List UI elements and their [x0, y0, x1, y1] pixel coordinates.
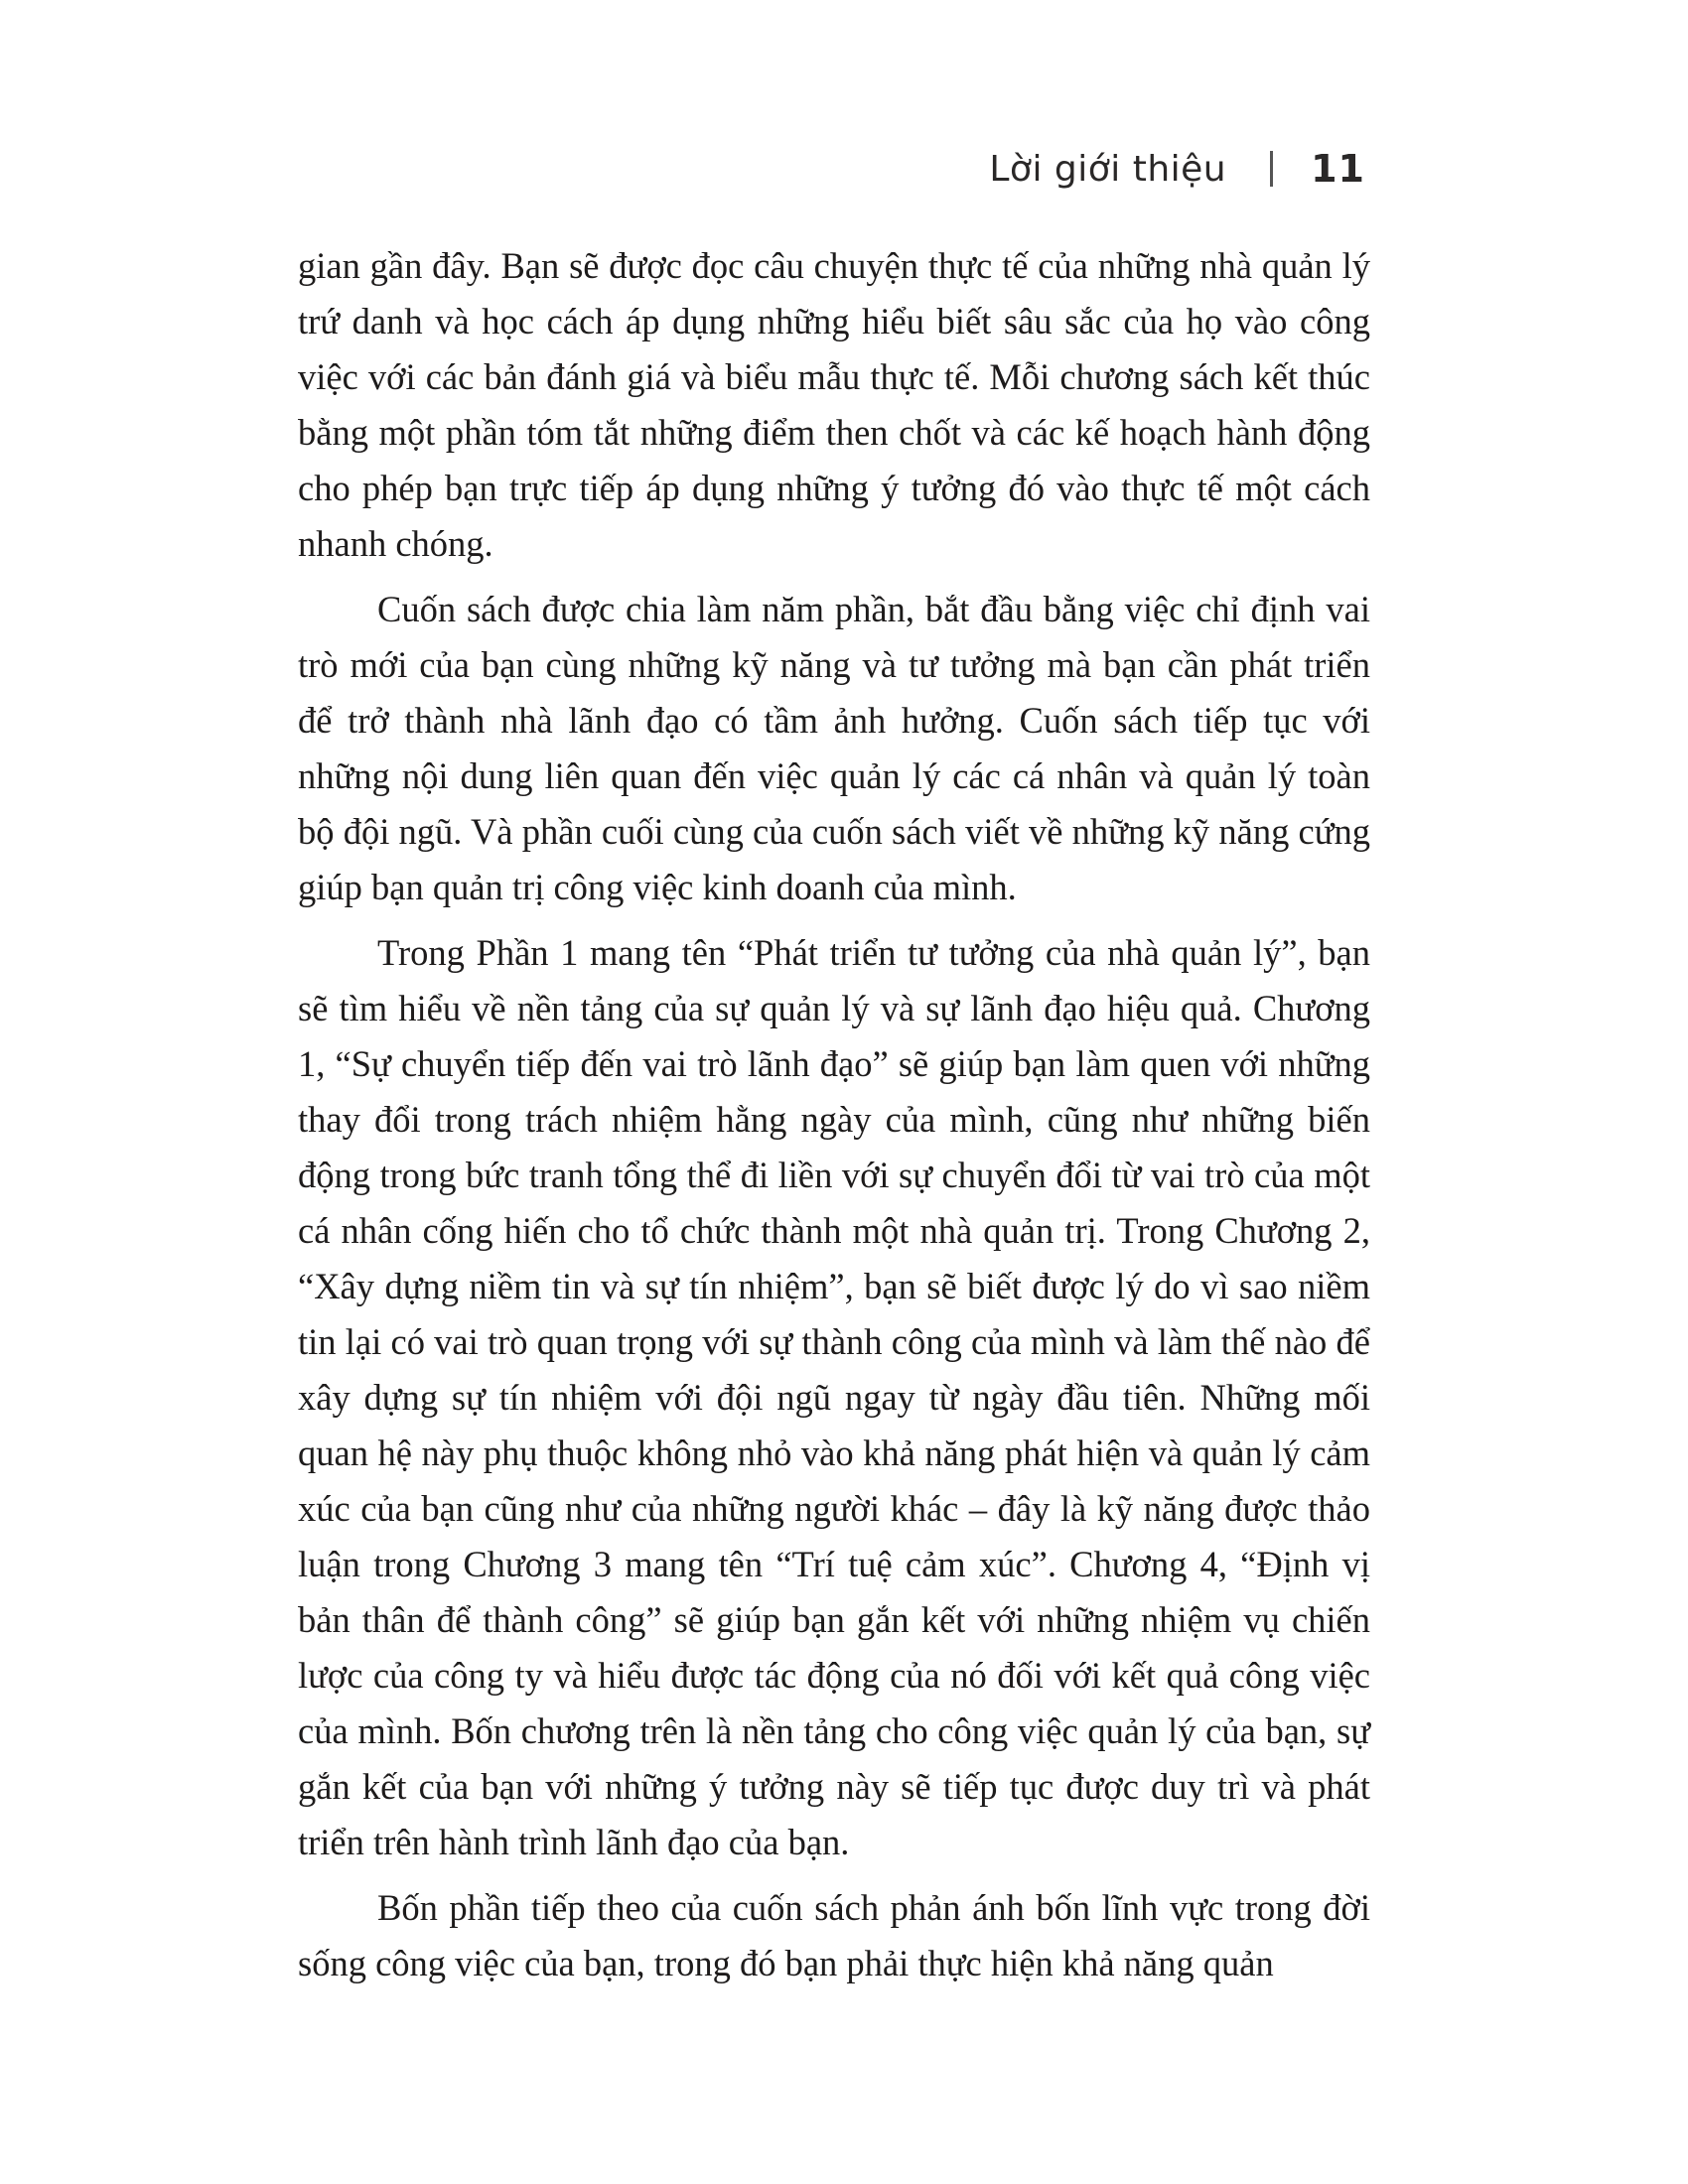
- section-title: Lời giới thiệu: [989, 148, 1227, 190]
- running-header: [989, 147, 1365, 191]
- body-text: [298, 238, 1370, 2001]
- paragraph: Cuốn sách được chia làm năm phần, bắt đầu bằng việc chỉ định vai trò mới của bạn cùng những kỹ năng và tư tưởng mà bạn cần phát triển để trở thành nhà lãnh đạo có tầm ảnh hưởng. Cuốn sách tiếp tục với những nội dung liên quan đến việc quản lý các cá nhân và quản lý toàn bộ đội ngũ. Và phần cuối cùng của cuốn sách viết về những kỹ năng cứng giúp bạn quản trị công việc kinh doanh của mình.: [298, 589, 1370, 907]
- page-number: 11: [1311, 147, 1365, 191]
- paragraph-continued: gian gần đây. Bạn sẽ được đọc câu chuyện thực tế của những nhà quản lý trứ danh và học cách áp dụng những hiểu biết sâu sắc của họ vào công việc với các bản đánh giá và biểu mẫu thực tế. Mỗi chương sách kết thúc bằng một phần tóm tắt những điểm then chốt và các kế hoạch hành động cho phép bạn trực tiếp áp dụng những ý tưởng đó vào thực tế một cách nhanh chóng.: [298, 245, 1370, 564]
- header-divider: [1270, 151, 1273, 187]
- paragraph: Bốn phần tiếp theo của cuốn sách phản ánh bốn lĩnh vực trong đời sống công việc của bạn, trong đó bạn phải thực hiện khả năng quản: [298, 1887, 1370, 1983]
- paragraph: Trong Phần 1 mang tên “Phát triển tư tưởng của nhà quản lý”, bạn sẽ tìm hiểu về nền tảng của sự quản lý và sự lãnh đạo hiệu quả. Chương 1, “Sự chuyển tiếp đến vai trò lãnh đạo” sẽ giúp bạn làm quen với những thay đổi trong trách nhiệm hằng ngày của mình, cũng như những biến động trong bức tranh tổng thể đi liền với sự chuyển đổi từ vai trò của một cá nhân cống hiến cho tổ chức thành một nhà quản trị. Trong Chương 2, “Xây dựng niềm tin và sự tín nhiệm”, bạn sẽ biết được lý do vì sao niềm tin lại có vai trò quan trọng với sự thành công của mình và làm thế nào để xây dựng sự tín nhiệm với đội ngũ ngay từ ngày đầu tiên. Những mối quan hệ này phụ thuộc không nhỏ vào khả năng phát hiện và quản lý cảm xúc của bạn cũng như của những người khác – đây là kỹ năng được thảo luận trong Chương 3 mang tên “Trí tuệ cảm xúc”. Chương 4, “Định vị bản thân để thành công” sẽ giúp bạn gắn kết với những nhiệm vụ chiến lược của công ty và hiểu được tác động của nó đối với kết quả công việc của mình. Bốn chương trên là nền tảng cho công việc quản lý của bạn, sự gắn kết của bạn với những ý tưởng này sẽ tiếp tục được duy trì và phát triển trên hành trình lãnh đạo của bạn.: [298, 932, 1370, 1862]
